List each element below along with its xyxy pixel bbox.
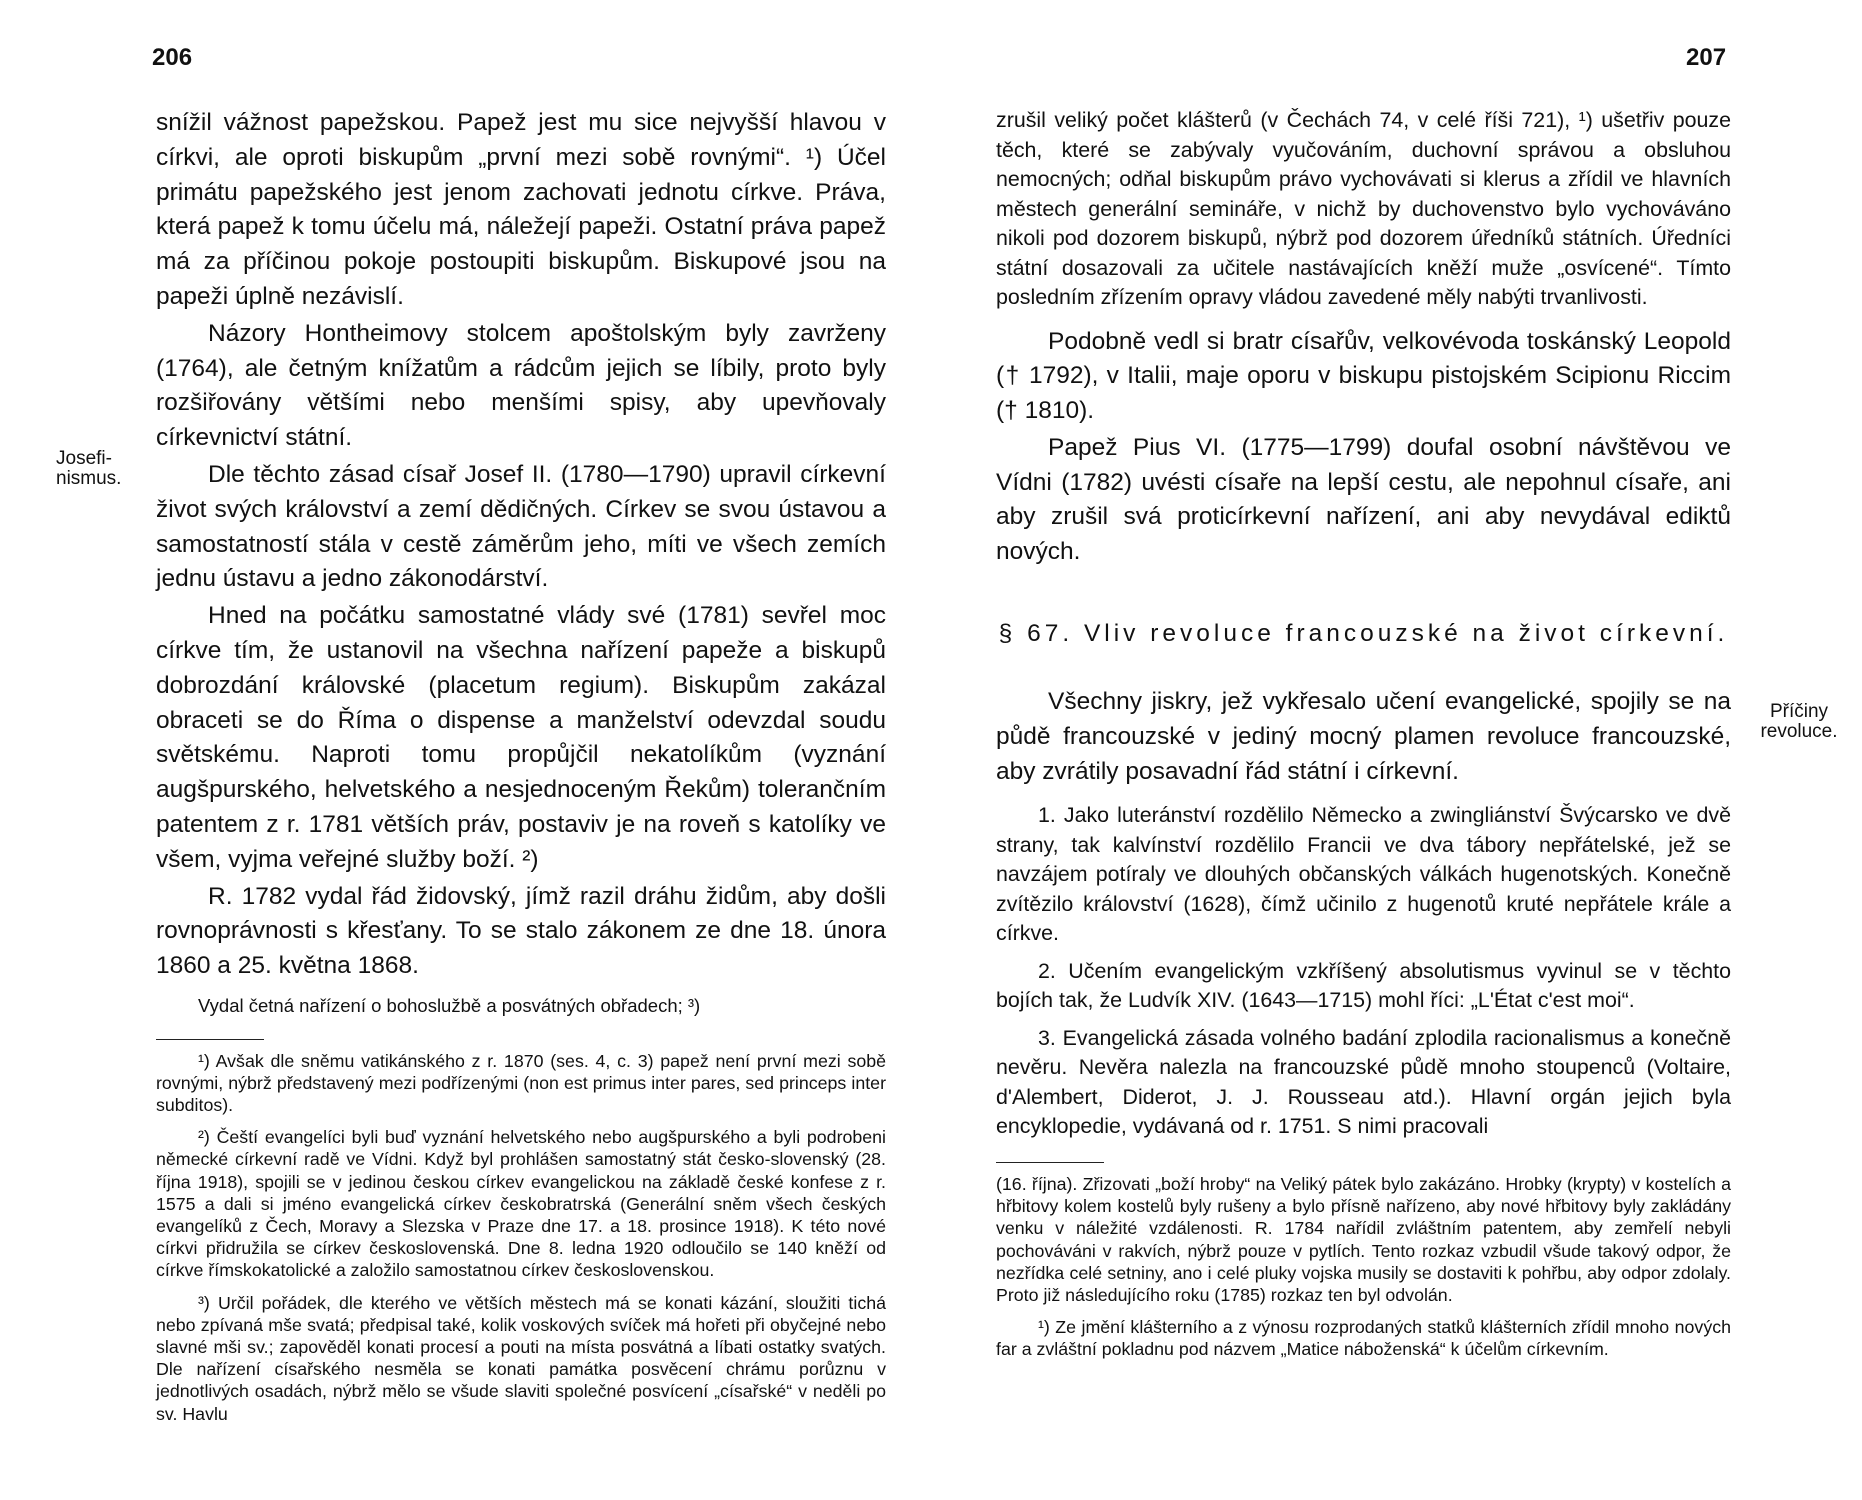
footnote: ²) Čeští evangelíci byli buď vyznání helvetského nebo augšpurského a byli podrobeni německé církevní radě ve Vídni. Když byl prohlášen samostatný stát česko-slovenský (28. října 1918), spojili se v jedinou českou církev evangelickou na základě české konfese z r. 1575 a dali si jméno evangelická církev českobratrská (Generální sněm všech českých evangelíků z Čech, Moravy a Slezska v Praze dne 17. a 18. prosince 1918). K této nové církvi přidružila se církev československá. Dne 8. ledna 1920 odloučilo se 140 kněží od církve římskokatolické a založilo samostatnou církev československou. xyxy=(156,1127,886,1281)
margin-note-priciny-revoluce: Příčiny revoluce. xyxy=(1760,701,1838,742)
numbered-item: 1. Jako luteránství rozdělilo Německo a zwingliánství Švýcarsko ve dvě strany, tak kalvínství rozdělilo Francii ve dva tábory nepřátelské, jež se navzájem potíraly ve dlouhých občanských válkách hugenotských. Konečně zvítězilo království (1628), čímž učinilo z hugenotů kruté nepřátele krále a církve. xyxy=(996,803,1731,946)
footnote: ¹) Avšak dle sněmu vatikánského z r. 1870 (ses. 4, c. 3) papež není první mezi sobě rovnými, nýbrž představený mezi podřízenými (non est primus inter pares, sed princeps inter subditos). xyxy=(156,1050,886,1115)
right-text-column xyxy=(996,106,1731,1361)
page-number-left: 206 xyxy=(152,44,193,71)
body-paragraph: Podobně vedl si bratr císařův, velkovévoda toskánský Leopold († 1792), v Italii, maje oporu v biskupu pistojském Scipionu Riccim († 1810). xyxy=(996,327,1731,425)
continued-paragraph: zrušil veliký počet klášterů (v Čechách 74, v celé říši 721), ¹) ušetřiv pouze těch, které se zabývaly vyučováním, duchovní správou a obsluhou nemocných; odňal biskupům právo vychovávati si klerus a zřídil ve hlavních městech generální semináře, v nichž by duchovenstvo bylo vychováváno nikoli pod dozorem biskupů, nýbrž pod dozorem úředníků státních. Úředníci státní dosazovali za učitele nastávajících kněží muže „osvícené“. Tímto posledním zřízením opravy vládou zavedené měly nabýti trvanlivosti. xyxy=(996,108,1731,309)
footnote-continued: (16. října). Zřizovati „boží hroby“ na Veliký pátek bylo zakázáno. Hrobky (krypty) v kostelích a hřbitovy kolem kostelů byly rušeny a bylo přísně nařízeno, aby nové hřbitovy byly zakládány venku v náležité vzdálenosti. R. 1784 nařídil zvláštním patentem, aby zemřelí nebyli pochováváni v rakvích, nýbrž pouze v pytlích. Tento rozkaz vzbudil všude takový odpor, že nezřídka celé setniny, ano i celé pluky vojska musily se dostaviti k pohřbu, aby odpor zdolaly. Proto již následujícího roku (1785) rozkaz ten byl odvolán. xyxy=(996,1173,1731,1305)
body-paragraph: Všechny jiskry, jež vykřesalo učení evangelické, spojily se na půdě francouzské v jediný mocný plamen revoluce francouzské, aby zvrátily posavadní řád státní i církevní. xyxy=(996,688,1731,785)
page-number-right: 207 xyxy=(1686,44,1727,71)
body-paragraph: Hned na počátku samostatné vlády své (1781) sevřel moc církve tím, že ustanovil na všechna nařízení papeže a biskupů dobrozdání královské (placetum regium). Biskupům zakázal obraceti se do Říma o dispense a manželství odevzdal soudu světskému. Naproti tomu propůjčil nekatolíkům (vyznání augšpurského, helvetského a nesjednoceným Řekům) tolerančním patentem z r. 1781 větších práv, postaviv je na roveň s katolíky ve všem, vyjma veřejné služby boží. ²) xyxy=(156,602,886,873)
numbered-item: 2. Učením evangelickým vzkříšený absolutismus vyvinul se v těchto bojích tak, že Ludvík XIV. (1643—1715) mohl říci: „L'État c'est moi“. xyxy=(996,958,1731,1013)
right-page xyxy=(931,0,1862,1500)
footnote-divider xyxy=(996,1162,1104,1163)
body-paragraph: snížil vážnost papežskou. Papež jest mu sice nejvyšší hlavou v církvi, ale oproti biskupům „první mezi sobě rovnými“. ¹) Účel primátu papežského jest jenom zachovati jednotu církve. Práva, která papež k tomu účelu má, náležejí papeži. Ostatní práva papež má za příčinou pokoje postoupiti biskupům. Biskupové jsou na papeži úplně nezávislí. xyxy=(156,109,886,310)
left-text-column xyxy=(156,106,886,1425)
numbered-item: 3. Evangelická zásada volného badání zplodila racionalismus a konečně nevěru. Nevěra nalezla na francouzské půdě mnoho stoupenců (Voltaire, d'Alembert, Diderot, J. J. Rousseau atd.). Hlavní orgán jejich byla encyklopedie, vydávaná od r. 1751. S nimi pracovali xyxy=(996,1025,1731,1139)
body-paragraph: Názory Hontheimovy stolcem apoštolským byly zavrženy (1764), ale četným knížatům a rádcům jejich se líbily, proto byly rozšiřovány většími nebo menšími spisy, aby upevňovaly církevnictví státní. xyxy=(156,319,886,452)
section-heading: § 67. Vliv revoluce francouzské na život církevní. xyxy=(998,620,1729,648)
body-paragraph: R. 1782 vydal řád židovský, jímž razil dráhu židům, aby došli rovnoprávnosti s křesťany. To se stalo zákonem ze dne 18. února 1860 a 25. května 1868. xyxy=(156,882,886,980)
small-paragraph: Vydal četná nařízení o bohoslužbě a posvátných obřadech; ³) xyxy=(198,994,701,1016)
body-paragraph: Papež Pius VI. (1775—1799) doufal osobní návštěvou ve Vídni (1782) uvésti císaře na lepší cestu, ale nepohnul císaře, ani aby zrušil svá proticírkevní nařízení, ani aby nevydával ediktů nových. xyxy=(996,433,1731,566)
footnote: ¹) Ze jmění klášterního a z výnosu rozprodaných statků klášterních zřídil mnoho nových far a zvláštní pokladnu pod názvem „Matice náboženská“ k účelům církevním. xyxy=(996,1317,1731,1360)
margin-note-josefinismus: Josefi- nismus. xyxy=(56,448,122,489)
footnote-divider xyxy=(156,1039,264,1040)
body-paragraph: Dle těchto zásad císař Josef II. (1780—1790) upravil církevní život svých království a zemí dědičných. Církev se svou ústavou a samostatností stála v cestě záměrům jeho, míti ve všech zemích jednu ústavu a jedno zákonodárství. xyxy=(156,460,886,593)
footnote: ³) Určil pořádek, dle kterého ve větších městech má se konati kázání, sloužiti tichá nebo zpívaná mše svatá; předpisal také, kolik voskových svíček má hořeti při obyčejné nebo slavné mši sv.; zapověděl konati procesí a pouti na místa posvátná a líbati ostatky svatých. Dle nařízení císařského nesměla se konati památka posvěcení chrámu porůznu v jednotlivých osadách, nýbrž mělo se všude slaviti společné posvícení „císařské“ v neděli po sv. Havlu xyxy=(156,1292,886,1424)
